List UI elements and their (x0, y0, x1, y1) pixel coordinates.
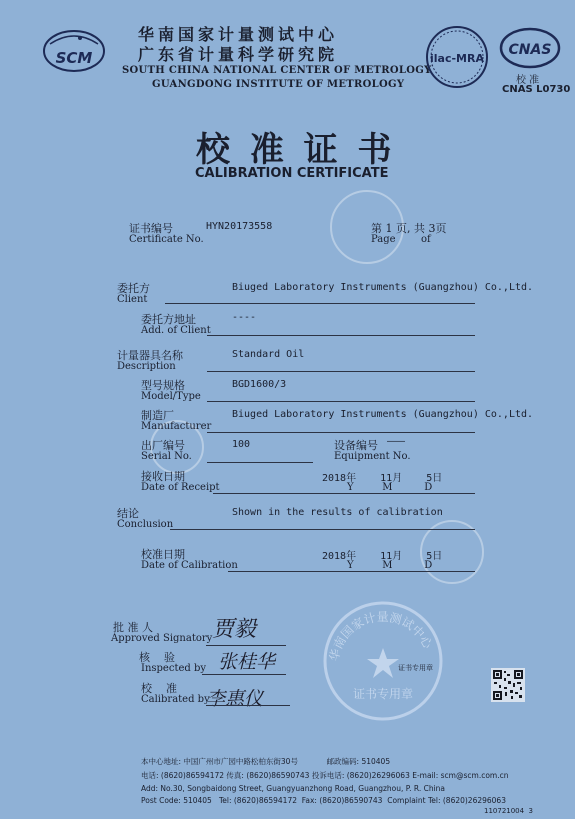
footer-contact-cn: 电话: (8620)86594172 传真: (8620)86590743 投诉电话: (8620)26296063 E-mail: scm@scm.com.cn (141, 771, 509, 780)
svg-text:证书专用章: 证书专用章 (352, 687, 414, 701)
cnas-subtitle: 校 准 (516, 75, 540, 86)
model-label-cn: 型号规格 (141, 379, 185, 392)
address-value: ---- (232, 312, 257, 323)
conclusion-label-en: Conclusion (117, 519, 174, 530)
calibration-date-value: 2018年 11月 5日 (322, 551, 443, 562)
stamp-side-text: 证书专用章 (398, 664, 433, 672)
org-name-en-1: SOUTH CHINA NATIONAL CENTER OF METROLOGY (122, 65, 432, 76)
client-underline (165, 303, 475, 304)
manufacturer-value: Biuged Laboratory Instruments (Guangzhou) Co.,Ltd. (232, 409, 534, 420)
description-label-cn: 计量器具名称 (117, 349, 183, 362)
calibration-date-label-en: Date of Calibration (141, 560, 238, 571)
calibrated-underline (206, 705, 290, 706)
receipt-label-en: Date of Receipt (141, 482, 220, 493)
cert-no-label-cn: 证书编号 (129, 222, 173, 235)
manufacturer-label-en: Manufacturer (141, 421, 212, 432)
inspected-signature: 张桂华 (218, 651, 276, 673)
svg-text:CNAS: CNAS (508, 42, 552, 58)
inspected-underline (202, 674, 286, 675)
equipment-value: ——— (387, 436, 406, 447)
manufacturer-underline (207, 432, 475, 433)
calibration-date-label-cn: 校准日期 (141, 548, 185, 561)
receipt-ymd-labels: Y M D (347, 482, 433, 493)
of-label-en: of (421, 234, 431, 245)
calibration-date-underline (228, 571, 475, 572)
cert-no-value: HYN20173558 (206, 221, 273, 232)
calibrated-label-cn: 校 准 (141, 682, 177, 695)
equipment-label-cn: 设备编号 (334, 439, 378, 452)
footer-contact-en: Post Code: 510405 Tel: (8620)86594172 Fax: (8620)86590743 Complaint Tel: (8620)26296063 (141, 796, 506, 805)
cnas-code: CNAS L0730 (502, 84, 571, 95)
page-label-cn: 第 1 页, 共 3页 (371, 222, 447, 235)
approved-label-cn: 批 准 人 (113, 621, 153, 634)
conclusion-underline (170, 529, 475, 530)
receipt-underline (213, 493, 475, 494)
approved-label-en: Approved Signatory (111, 633, 213, 644)
svg-text:ilac-MRA: ilac-MRA (430, 52, 484, 65)
model-value: BGD1600/3 (232, 379, 287, 390)
cnas-logo (498, 26, 562, 70)
serial-value: 100 (232, 439, 251, 450)
official-stamp (318, 596, 448, 726)
scm-logo (40, 26, 108, 76)
org-name-cn-1: 华南国家计量测试中心 (138, 25, 339, 44)
ilac-mra-logo (424, 24, 490, 90)
footer-address-cn: 本中心地址: 中国广州市广园中路松柏东街30号 邮政编码: 510405 (141, 757, 391, 766)
description-label-en: Description (117, 361, 176, 372)
receipt-label-cn: 接收日期 (141, 470, 185, 483)
model-label-en: Model/Type (141, 391, 201, 402)
inspected-label-en: Inspected by (141, 663, 207, 674)
address-underline (207, 335, 475, 336)
calibrated-label-en: Calibrated by (141, 694, 210, 705)
receipt-date-value: 2018年 11月 5日 (322, 473, 443, 484)
document-code: 110721004 3 (484, 807, 533, 815)
conclusion-value: Shown in the results of calibration (232, 507, 443, 518)
page-label-en: Page (371, 234, 396, 245)
approved-underline (206, 645, 286, 646)
equipment-label-en: Equipment No. (334, 451, 411, 462)
cert-no-label-en: Certificate No. (129, 234, 204, 245)
client-label-cn: 委托方 (117, 282, 150, 295)
calibrated-signature: 李惠仪 (206, 688, 264, 710)
title-en: CALIBRATION CERTIFICATE (195, 166, 389, 181)
org-name-en-2: GUANGDONG INSTITUTE OF METROLOGY (152, 79, 405, 90)
manufacturer-label-cn: 制造厂 (141, 409, 174, 422)
calibration-ymd-labels: Y M D (347, 560, 433, 571)
serial-underline (207, 462, 313, 463)
client-value: Biuged Laboratory Instruments (Guangzhou) Co.,Ltd. (232, 282, 534, 293)
address-label-cn: 委托方地址 (141, 313, 196, 326)
description-underline (207, 371, 475, 372)
model-underline (207, 401, 475, 402)
inspected-label-cn: 核 验 (139, 651, 175, 664)
serial-label-en: Serial No. (141, 451, 192, 462)
approved-signature: 贾毅 (212, 617, 257, 642)
qr-code (491, 668, 525, 702)
svg-text:SCM: SCM (55, 49, 93, 67)
svg-text:华南国家计量测试中心: 华南国家计量测试中心 (327, 609, 435, 663)
client-label-en: Client (117, 294, 148, 305)
title-cn: 校 准 证 书 (196, 130, 396, 170)
description-value: Standard Oil (232, 349, 305, 360)
org-name-cn-2: 广东省计量科学研究院 (138, 45, 339, 64)
address-label-en: Add. of Client (141, 325, 211, 336)
serial-label-cn: 出厂编号 (141, 439, 185, 452)
conclusion-label-cn: 结论 (117, 507, 139, 520)
footer-address-en: Add: No.30, Songbaidong Street, Guangyuanzhong Road, Guangzhou, P. R. China (141, 784, 446, 793)
